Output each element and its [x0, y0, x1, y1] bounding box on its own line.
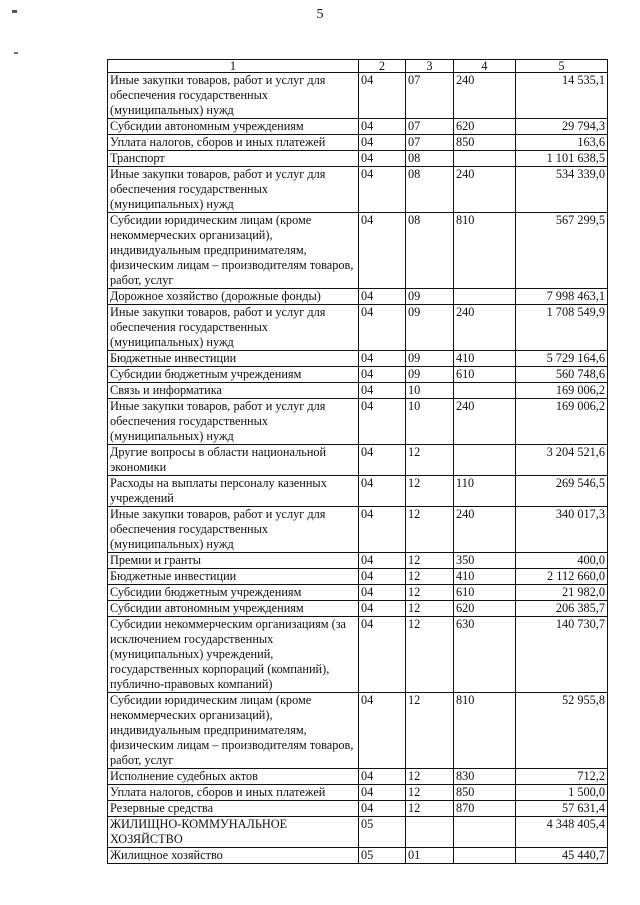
row-subsection: 12 [406, 445, 454, 476]
row-section: 04 [359, 151, 406, 167]
table-row [108, 785, 608, 801]
row-subsection: 12 [406, 507, 454, 553]
row-amount: 206 385,7 [516, 601, 608, 617]
table-row [108, 367, 608, 383]
row-name: Субсидии бюджетным учреждениям [108, 367, 359, 383]
row-expense-type: 240 [454, 507, 516, 553]
row-name: Субсидии автономным учреждениям [108, 601, 359, 617]
row-amount: 163,6 [516, 135, 608, 151]
row-amount: 21 982,0 [516, 585, 608, 601]
table-row [108, 553, 608, 569]
row-amount: 169 006,2 [516, 399, 608, 445]
row-name: Транспорт [108, 151, 359, 167]
row-amount: 7 998 463,1 [516, 289, 608, 305]
row-subsection: 09 [406, 367, 454, 383]
row-section: 04 [359, 119, 406, 135]
row-expense-type [454, 848, 516, 864]
table-row [108, 399, 608, 445]
row-name: Субсидии автономным учреждениям [108, 119, 359, 135]
row-section: 04 [359, 445, 406, 476]
row-name: Уплата налогов, сборов и иных платежей [108, 135, 359, 151]
row-subsection: 09 [406, 305, 454, 351]
row-subsection: 09 [406, 289, 454, 305]
table-row [108, 151, 608, 167]
table-row [108, 351, 608, 367]
table-row [108, 167, 608, 213]
row-subsection: 12 [406, 693, 454, 769]
row-section: 04 [359, 305, 406, 351]
row-name: Иные закупки товаров, работ и услуг для обеспечения государственных (муниципальных) нужд [108, 305, 359, 351]
row-expense-type: 850 [454, 785, 516, 801]
row-amount: 57 631,4 [516, 801, 608, 817]
row-subsection [406, 817, 454, 848]
row-expense-type: 810 [454, 693, 516, 769]
row-amount: 52 955,8 [516, 693, 608, 769]
row-expense-type [454, 151, 516, 167]
row-amount: 5 729 164,6 [516, 351, 608, 367]
row-expense-type [454, 289, 516, 305]
row-expense-type: 850 [454, 135, 516, 151]
row-name: Уплата налогов, сборов и иных платежей [108, 785, 359, 801]
row-expense-type: 870 [454, 801, 516, 817]
table-row [108, 305, 608, 351]
table-row [108, 476, 608, 507]
row-section: 04 [359, 693, 406, 769]
table-row [108, 289, 608, 305]
row-subsection: 10 [406, 399, 454, 445]
row-subsection: 07 [406, 119, 454, 135]
table-row [108, 817, 608, 848]
row-amount: 14 535,1 [516, 73, 608, 119]
row-section: 04 [359, 585, 406, 601]
row-subsection: 08 [406, 167, 454, 213]
row-name: Субсидии бюджетным учреждениям [108, 585, 359, 601]
row-amount: 45 440,7 [516, 848, 608, 864]
row-expense-type: 630 [454, 617, 516, 693]
row-subsection: 12 [406, 476, 454, 507]
row-expense-type: 610 [454, 367, 516, 383]
table-row [108, 601, 608, 617]
row-expense-type [454, 383, 516, 399]
row-expense-type [454, 817, 516, 848]
row-subsection: 12 [406, 553, 454, 569]
table-row [108, 569, 608, 585]
row-expense-type: 810 [454, 213, 516, 289]
row-section: 04 [359, 569, 406, 585]
row-name: Субсидии некоммерческим организациям (за исключением государственных (муниципальных) учреждений, государственных корпораций (компаний), публично-правовых компаний) [108, 617, 359, 693]
row-section: 04 [359, 553, 406, 569]
table-row [108, 213, 608, 289]
row-expense-type: 620 [454, 601, 516, 617]
table-row [108, 585, 608, 601]
row-subsection: 12 [406, 769, 454, 785]
row-section: 04 [359, 213, 406, 289]
row-amount: 269 546,5 [516, 476, 608, 507]
row-expense-type: 240 [454, 167, 516, 213]
row-name: Премии и гранты [108, 553, 359, 569]
row-expense-type: 110 [454, 476, 516, 507]
table-row [108, 135, 608, 151]
row-section: 04 [359, 167, 406, 213]
row-subsection: 09 [406, 351, 454, 367]
row-amount: 140 730,7 [516, 617, 608, 693]
table-row [108, 73, 608, 119]
row-name: Иные закупки товаров, работ и услуг для обеспечения государственных (муниципальных) нужд [108, 507, 359, 553]
row-name: Иные закупки товаров, работ и услуг для обеспечения государственных (муниципальных) нужд [108, 399, 359, 445]
row-expense-type: 240 [454, 305, 516, 351]
row-name: Бюджетные инвестиции [108, 351, 359, 367]
row-section: 04 [359, 383, 406, 399]
row-subsection: 12 [406, 617, 454, 693]
row-expense-type: 350 [454, 553, 516, 569]
row-subsection: 12 [406, 801, 454, 817]
row-subsection: 12 [406, 601, 454, 617]
header-col-expense-type: 4 [454, 60, 516, 73]
row-amount: 169 006,2 [516, 383, 608, 399]
table-row [108, 848, 608, 864]
row-subsection: 08 [406, 151, 454, 167]
row-section: 04 [359, 601, 406, 617]
row-amount: 29 794,3 [516, 119, 608, 135]
row-subsection: 12 [406, 785, 454, 801]
row-section: 04 [359, 73, 406, 119]
row-amount: 712,2 [516, 769, 608, 785]
header-col-name: 1 [108, 60, 359, 73]
row-expense-type: 620 [454, 119, 516, 135]
row-section: 05 [359, 817, 406, 848]
row-name: ЖИЛИЩНО-КОММУНАЛЬНОЕ ХОЗЯЙСТВО [108, 817, 359, 848]
table-body [108, 73, 608, 864]
row-amount: 534 339,0 [516, 167, 608, 213]
row-subsection: 10 [406, 383, 454, 399]
row-name: Субсидии юридическим лицам (кроме некоммерческих организаций), индивидуальным предпринимателям, физическим лицам – производителям товаров, работ, услуг [108, 693, 359, 769]
row-subsection: 07 [406, 135, 454, 151]
row-name: Иные закупки товаров, работ и услуг для обеспечения государственных (муниципальных) нужд [108, 73, 359, 119]
row-section: 04 [359, 769, 406, 785]
row-section: 04 [359, 135, 406, 151]
table-row [108, 617, 608, 693]
row-amount: 1 101 638,5 [516, 151, 608, 167]
row-name: Субсидии юридическим лицам (кроме некоммерческих организаций), индивидуальным предпринимателям, физическим лицам – производителям товаров, работ, услуг [108, 213, 359, 289]
row-name: Исполнение судебных актов [108, 769, 359, 785]
row-expense-type: 610 [454, 585, 516, 601]
row-subsection: 01 [406, 848, 454, 864]
table-row [108, 507, 608, 553]
row-expense-type: 410 [454, 569, 516, 585]
row-amount: 340 017,3 [516, 507, 608, 553]
row-amount: 567 299,5 [516, 213, 608, 289]
table-row [108, 693, 608, 769]
row-section: 05 [359, 848, 406, 864]
row-section: 04 [359, 507, 406, 553]
row-name: Бюджетные инвестиции [108, 569, 359, 585]
row-expense-type: 410 [454, 351, 516, 367]
row-amount: 3 204 521,6 [516, 445, 608, 476]
scan-mark [14, 52, 18, 54]
row-name: Иные закупки товаров, работ и услуг для обеспечения государственных (муниципальных) нужд [108, 167, 359, 213]
row-section: 04 [359, 785, 406, 801]
row-amount: 1 708 549,9 [516, 305, 608, 351]
row-subsection: 12 [406, 585, 454, 601]
row-amount: 4 348 405,4 [516, 817, 608, 848]
row-expense-type: 240 [454, 399, 516, 445]
row-name: Резервные средства [108, 801, 359, 817]
row-expense-type: 830 [454, 769, 516, 785]
header-row [108, 60, 608, 73]
row-subsection: 07 [406, 73, 454, 119]
row-name: Жилищное хозяйство [108, 848, 359, 864]
row-name: Связь и информатика [108, 383, 359, 399]
table-row [108, 383, 608, 399]
row-subsection: 12 [406, 569, 454, 585]
row-amount: 2 112 660,0 [516, 569, 608, 585]
row-expense-type [454, 445, 516, 476]
budget-table [107, 59, 608, 864]
page-number: 5 [316, 7, 324, 22]
row-section: 04 [359, 351, 406, 367]
row-section: 04 [359, 399, 406, 445]
row-name: Дорожное хозяйство (дорожные фонды) [108, 289, 359, 305]
row-section: 04 [359, 617, 406, 693]
row-amount: 1 500,0 [516, 785, 608, 801]
row-subsection: 08 [406, 213, 454, 289]
row-section: 04 [359, 476, 406, 507]
row-section: 04 [359, 289, 406, 305]
row-amount: 400,0 [516, 553, 608, 569]
header-col-subsection: 3 [406, 60, 454, 73]
table-row [108, 445, 608, 476]
row-expense-type: 240 [454, 73, 516, 119]
row-name: Другие вопросы в области национальной экономики [108, 445, 359, 476]
header-col-amount: 5 [516, 60, 608, 73]
header-col-section: 2 [359, 60, 406, 73]
table-row [108, 801, 608, 817]
row-section: 04 [359, 367, 406, 383]
row-section: 04 [359, 801, 406, 817]
table-row [108, 119, 608, 135]
row-amount: 560 748,6 [516, 367, 608, 383]
row-name: Расходы на выплаты персоналу казенных учреждений [108, 476, 359, 507]
table-row [108, 769, 608, 785]
